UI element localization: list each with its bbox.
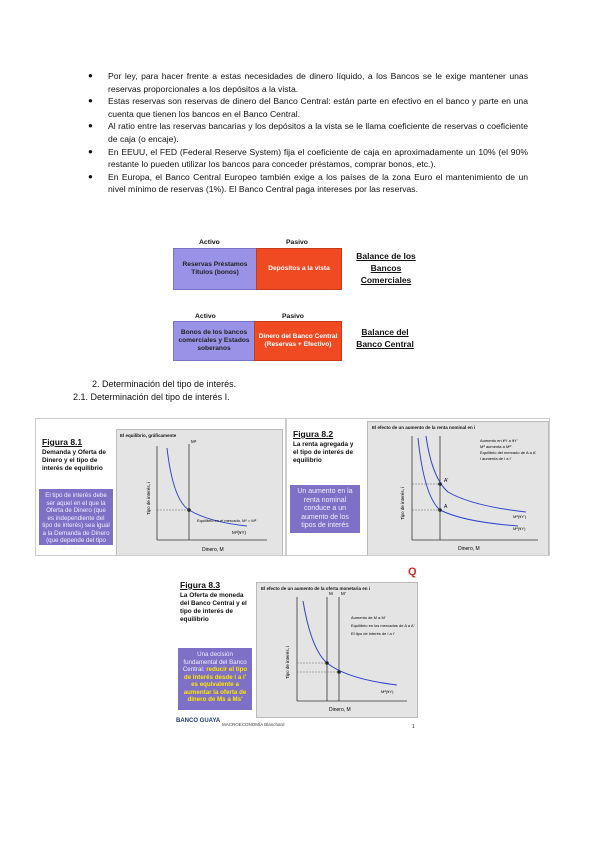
balance1-activo-label: Activo [199, 239, 220, 246]
figure-8-2-graph [367, 421, 549, 556]
bullet-item: ● En Europa, el Banco Central Europeo también exige a los países de la zona Euro el mantenimiento de un nivel mínimo de reservas (1%). El Banco Central paga intereses por las reservas. [88, 171, 528, 195]
figure-8-1-chart [117, 430, 282, 556]
figure-8-3-graph [256, 582, 418, 718]
figure-8-2-subtitle: La renta agregada y el tipo de interés de equilibrio [293, 441, 354, 464]
bullet-item: ● En EEUU, el FED (Federal Reserve System) fija el coeficiente de caja en aproximadamente un 10% (el 90% restante lo pueden utilizar los bancos para conceder préstamos, comprar bonos, etc.). [88, 146, 528, 170]
figure-8-3-note [178, 648, 252, 710]
balance2-title: Balance del Banco Central [356, 327, 414, 349]
legend-0: Aumento en ¥Y a ¥Y' [480, 438, 518, 443]
bullet-item: ● Al ratio entre las reservas bancarias y los depósitos a la vista se le llama coeficiente de reservas o coeficiente de caja (o encaje). [88, 121, 528, 144]
legend-2: Equilibrio del mercado de A a A' [480, 450, 537, 455]
label-a: A [444, 504, 448, 510]
label-a-prime: A' [444, 478, 449, 484]
md-label: Mᵈ(¥Y) [381, 689, 394, 694]
y-label: Tipo de interés, i [400, 486, 405, 520]
md-label: Mᵈ(¥Y) [513, 526, 526, 531]
figure-8-1-note: El tipo de interés debe ser aquel en el que la Oferta de Dinero (que es independiente del tipo de interés) sea igual a la Demanda de Dinero (que depende del tipo de interés). [39, 489, 113, 545]
legend-1: Mᵈ aumenta a Mᵈ' [480, 444, 512, 449]
balance1-activo-box: Reservas Préstamos Títulos (bonos) [173, 248, 257, 290]
ms-label: M [329, 591, 333, 596]
figure-8-2-graph-title: El efecto de un aumento de la renta nominal en i [372, 425, 476, 430]
legend-0: Aumento de M a M' [351, 615, 386, 620]
figure-8-1-subtitle: Demanda y Oferta de Dinero y el tipo de interés de equilibrio [42, 449, 106, 472]
legend-3: i aumenta de i a i' [480, 456, 512, 461]
bullet-item: ● Por ley, para hacer frente a estas necesidades de dinero líquido, a los Bancos se le exige mantener unas reservas proporcionales a los depósitos a la vista. [88, 71, 528, 94]
figure-8-3-chart [257, 583, 417, 717]
section-2-1-heading: 2.1. Determinación del tipo de interés I. [73, 392, 230, 402]
eq-label: Equilibrio en el mercado, Mˢ = Mᵈ [197, 518, 257, 523]
balance1-pasivo-label: Pasivo [286, 239, 308, 246]
figure-8-2-slide [286, 418, 550, 556]
figure-8-3-graph-title: El efecto de un aumento de la oferta monetaria en i [261, 586, 371, 591]
figure-8-2-chart [368, 422, 548, 556]
page-number: 1 [412, 724, 415, 730]
money-demand-curve [303, 601, 397, 685]
figure-8-2-note: Un aumento en la renta nominal conduce a un aumento de los tipos de interés [290, 485, 360, 533]
footer-text: MACROECONOMÍA Blanchard [222, 722, 285, 727]
publisher-logo: BANCO GUAYA [176, 718, 221, 724]
bullet-item: ● Estas reservas son reservas de dinero del Banco Central: están parte en efectivo en el banco y parte en una cuenta que tienen los bancos en el Banco Central. [88, 96, 528, 119]
legend-2: El tipo de interés de i a i' [351, 631, 395, 636]
x-label: Dinero, M [329, 707, 351, 713]
y-label: Tipo de interés, i [146, 481, 151, 515]
figure-8-1-slide [35, 418, 286, 556]
figure-8-1-graph-title: El equilibrio, gráficamente [120, 433, 177, 438]
balance2-pasivo-box: Dinero del Banco Central (Reservas + Efectivo) [254, 321, 342, 361]
y-label: Tipo de interés, i [285, 645, 290, 679]
section-2-heading: 2. Determinación del tipo de interés. [92, 379, 237, 389]
balance2-activo-label: Activo [195, 313, 216, 320]
figure-8-3-subtitle: La Oferta de moneda del Banco Central y el tipo de interés de equilibrio [180, 592, 247, 623]
corner-mark: Q [408, 566, 417, 578]
md-label: Mᵈ(¥Y) [232, 530, 246, 535]
figure-8-3-note-a: Una decisión fundamental del Banco Central: [182, 651, 247, 673]
figure-8-1-graph [116, 429, 283, 556]
figure-8-3-slide [172, 566, 422, 740]
x-label: Dinero, M [458, 546, 480, 552]
balance2-activo-box: Bonos de los bancos comerciales y Estados soberanos [173, 321, 255, 361]
legend-1: Equilibrio en los mercados de A a A' [351, 623, 415, 628]
figure-8-3-title: Figura 8.3 [180, 580, 221, 590]
figure-8-2-title: Figura 8.2 [293, 429, 334, 439]
x-label: Dinero, M [202, 547, 224, 553]
money-demand-curve [167, 448, 247, 526]
figure-8-3-note-b: reducir el tipo de interés desde i a i' es equivalente a aumentar la oferta de dinero de Ms a Ms' [183, 666, 248, 703]
ms-prime-label: M' [341, 591, 346, 596]
figure-8-1-title: Figura 8.1 [42, 437, 83, 447]
balance1-title: Balance de los Bancos Comerciales [356, 251, 416, 285]
md-label-shifted: Mᵈ(¥Y') [513, 514, 527, 519]
balance1-pasivo-box: Depósitos a la vista [256, 248, 342, 290]
ms-label: Mˢ [191, 439, 197, 444]
bullet-list [88, 70, 528, 196]
balance2-pasivo-label: Pasivo [282, 313, 304, 320]
